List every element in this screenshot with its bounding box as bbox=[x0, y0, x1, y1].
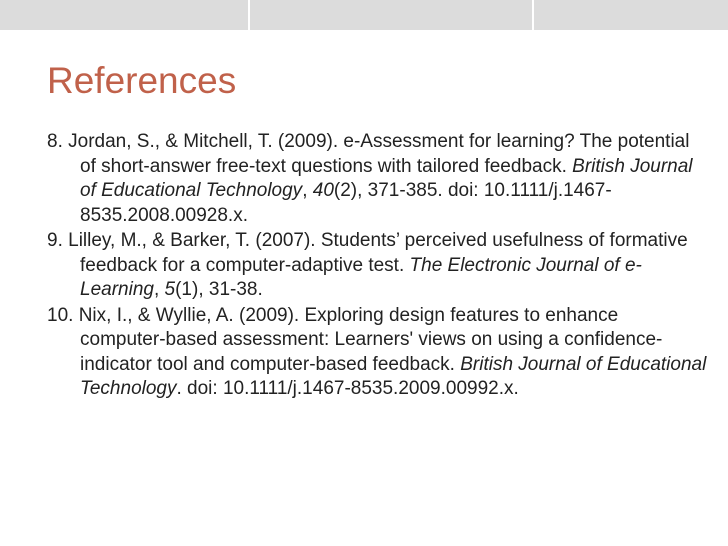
reference-separator: , bbox=[153, 279, 165, 300]
reference-journal: British Journal of Educational Technology bbox=[80, 353, 707, 399]
reference-details: (2), 371-385. doi: 10.1111/j.1467-8535.2008.00928.x. bbox=[80, 180, 612, 226]
reference-text: 8. Jordan, S., & Mitchell, T. (2009). e-Assessment for learning? The potential of short-answer free-text questions with tailored feedback. bbox=[47, 131, 690, 177]
top-decorative-band bbox=[0, 0, 728, 30]
reference-item bbox=[47, 304, 707, 402]
reference-item bbox=[47, 130, 707, 228]
reference-list bbox=[47, 130, 707, 403]
reference-text: 10. Nix, I., & Wyllie, A. (2009). Exploring design features to enhance computer-based assessment: Learners' views on using a confidence-indicator tool and computer-based feedback. bbox=[47, 304, 663, 375]
top-band-segment bbox=[250, 0, 532, 30]
reference-journal: The Electronic Journal of e-Learning bbox=[80, 254, 642, 300]
reference-details: . doi: 10.1111/j.1467-8535.2009.00992.x. bbox=[176, 378, 519, 399]
reference-volume: 40 bbox=[312, 180, 334, 201]
reference-item bbox=[47, 229, 707, 303]
reference-text: 9. Lilley, M., & Barker, T. (2007). Students’ perceived usefulness of formative feedback for a computer-adaptive test. bbox=[47, 230, 688, 276]
reference-details: (1), 31-38. bbox=[175, 279, 263, 300]
top-band-segment bbox=[0, 0, 248, 30]
top-band-segment bbox=[534, 0, 728, 30]
reference-journal: British Journal of Educational Technology bbox=[80, 155, 693, 201]
reference-volume: 5 bbox=[164, 279, 176, 300]
reference-separator: , bbox=[302, 180, 313, 201]
slide-title: References bbox=[47, 60, 237, 101]
